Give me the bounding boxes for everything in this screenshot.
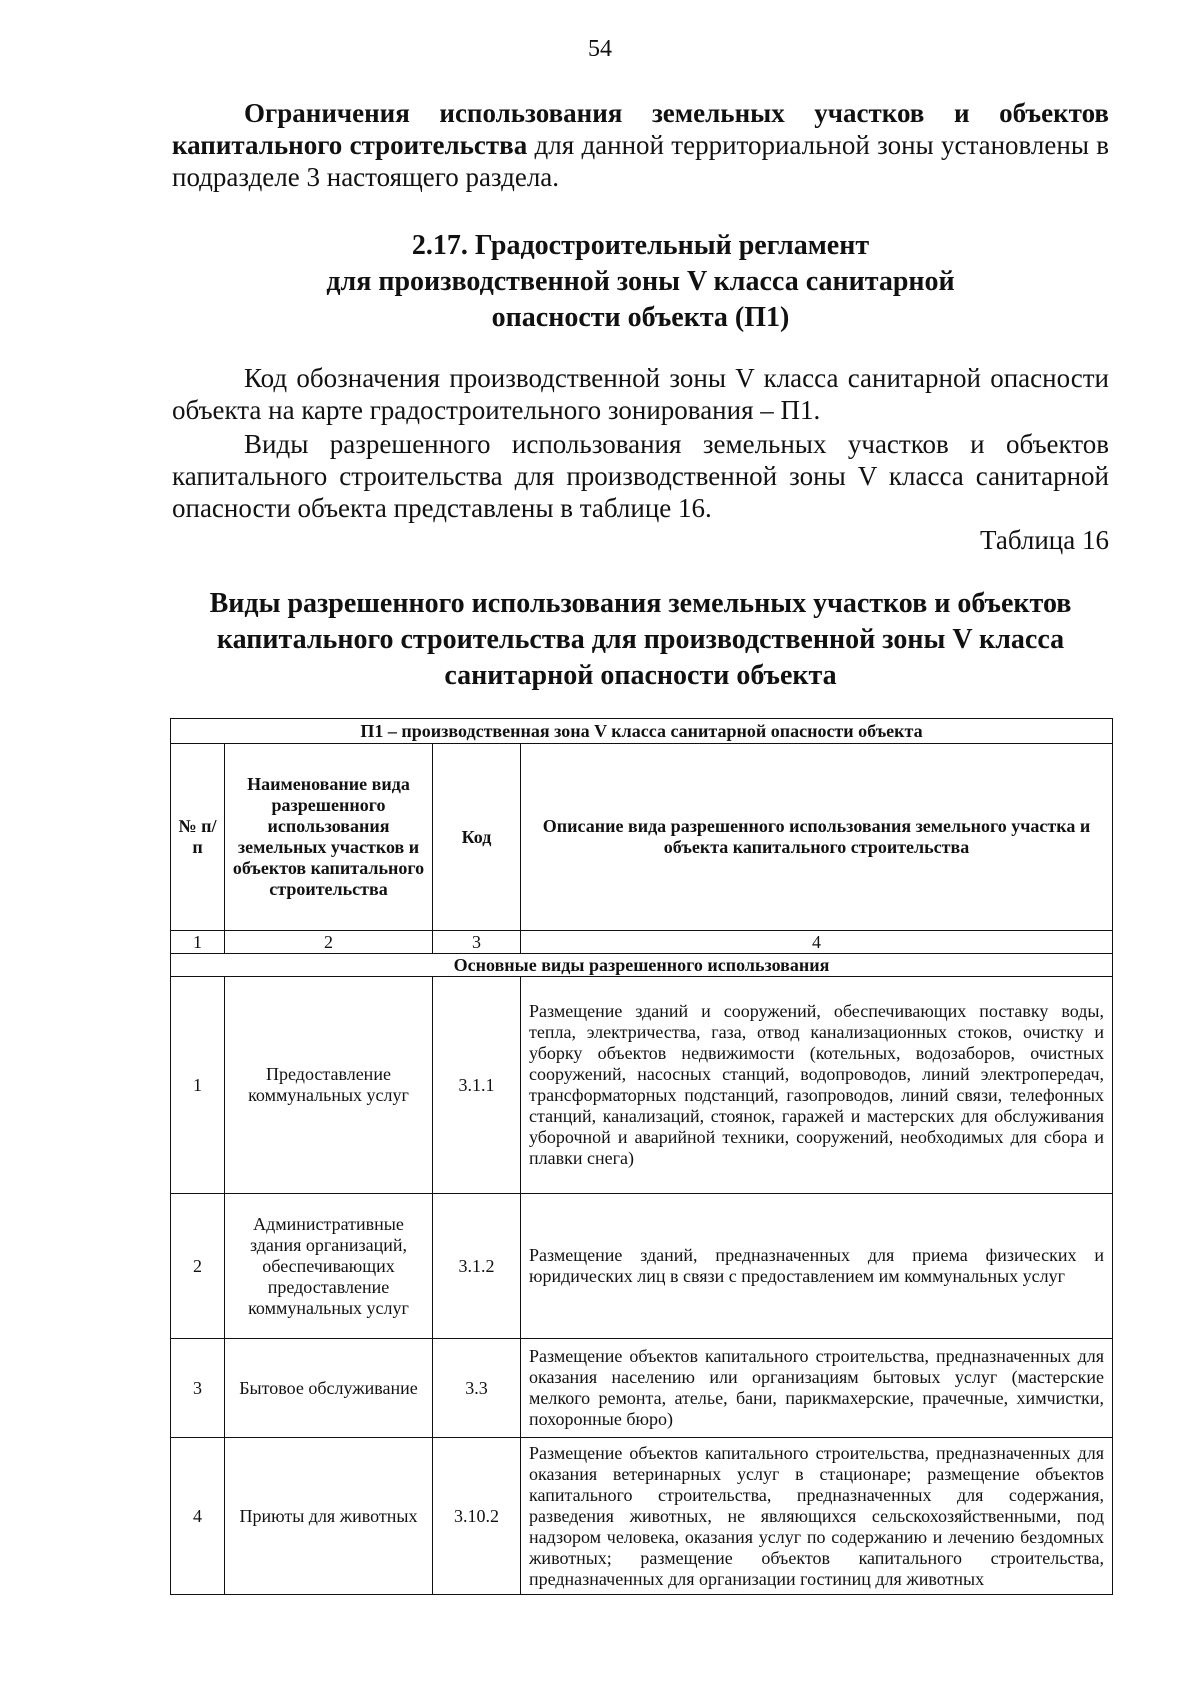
row-code: 3.10.2	[433, 1438, 521, 1595]
page-number: 54	[588, 36, 612, 62]
zone-code-paragraph: Код обозначения производственной зоны V класса санитарной опасности объекта на карте градостроительного зонирования – П1.	[172, 363, 1109, 425]
row-code: 3.1.1	[433, 977, 521, 1194]
restrictions-paragraph	[172, 97, 1109, 193]
zone-header-row	[171, 719, 1113, 744]
section-title	[172, 228, 1109, 336]
section-title-line-2: для производственной зоны V класса санитарной	[326, 266, 955, 297]
row-description: Размещение объектов капитального строительства, предназначенных для оказания населению или организациям бытовых услуг (мастерские мелкого ремонта, ателье, бани, парикмахерские, прачечные, химчистки, похоронные бюро)	[521, 1339, 1113, 1438]
row-description: Размещение зданий и сооружений, обеспечивающих поставку воды, тепла, электричества, газа, отвод канализационных стоков, очистку и уборку объектов недвижимости (котельных, водозаборов, очистных сооружений, насосных станций, водопроводов, линий электропередач, трансформаторных подстанций, газопроводов, линий связи, телефонных станций, канализаций, стоянок, гаражей и мастерских для обслуживания уборочной и аварийной техники, сооружений, необходимых для сбора и плавки снега)	[521, 977, 1113, 1194]
row-description: Размещение объектов капитального строительства, предназначенных для оказания ветеринарных услуг в стационаре; размещение объектов капитального строительства, предназначенных для содержания, разведения животных, не являющихся сельскохозяйственными, под надзором человека, оказания услуг по содержанию и лечению бездомных животных; размещение объектов капитального строительства, предназначенных для организации гостиниц для животных	[521, 1438, 1113, 1595]
row-name: Бытовое обслуживание	[225, 1339, 433, 1438]
section-title-line-1: 2.17. Градостроительный регламент	[411, 230, 870, 261]
row-name: Административные здания организаций, обеспечивающих предоставление коммунальных услуг	[225, 1194, 433, 1339]
row-num: 3	[171, 1339, 225, 1438]
column-number-row	[171, 931, 1113, 954]
header-num: № п/п	[171, 744, 225, 931]
table-row	[171, 1194, 1113, 1339]
row-num: 1	[171, 977, 225, 1194]
table-title-line-3: санитарной опасности объекта	[444, 660, 837, 691]
row-num: 4	[171, 1438, 225, 1595]
row-name: Приюты для животных	[225, 1438, 433, 1595]
usage-types-paragraph: Виды разрешенного использования земельных участков и объектов капитального строительства для производственной зоны V класса санитарной опасности объекта представлены в таблице 16.	[172, 429, 1109, 523]
row-code: 3.3	[433, 1339, 521, 1438]
group-header-cell: Основные виды разрешенного использования	[171, 954, 1113, 977]
row-description: Размещение зданий, предназначенных для приема физических и юридических лиц в связи с предоставлением им коммунальных услуг	[521, 1194, 1113, 1339]
table-label: Таблица 16	[980, 525, 1109, 555]
column-header-row	[171, 744, 1113, 931]
column-number-3: 3	[433, 931, 521, 954]
header-description: Описание вида разрешенного использования земельного участка и объекта капитального строительства	[521, 744, 1113, 931]
table-row	[171, 1339, 1113, 1438]
header-code: Код	[433, 744, 521, 931]
restrictions-bold-text: Ограничения использования земельных участков и объектов капитального строительства	[172, 98, 1109, 160]
table-row	[171, 1438, 1113, 1595]
row-name: Предоставление коммунальных услуг	[225, 977, 433, 1194]
column-number-2: 2	[225, 931, 433, 954]
header-name: Наименование вида разрешенного использования земельных участков и объектов капитального строительства	[225, 744, 433, 931]
column-number-1: 1	[171, 931, 225, 954]
row-code: 3.1.2	[433, 1194, 521, 1339]
restrictions-rest-text: для данной территориальной зоны установлены в подразделе 3 настоящего раздела.	[172, 130, 1109, 192]
usage-types-table	[170, 718, 1113, 1595]
row-num: 2	[171, 1194, 225, 1339]
section-title-line-3: опасности объекта (П1)	[491, 302, 790, 333]
table-title	[172, 586, 1109, 694]
column-number-4: 4	[521, 931, 1113, 954]
zone-header-cell: П1 – производственная зона V класса санитарной опасности объекта	[171, 719, 1113, 744]
table-title-line-2: капитального строительства для производственной зоны V класса	[216, 624, 1065, 655]
table-row	[171, 977, 1113, 1194]
table-title-line-1: Виды разрешенного использования земельных участков и объектов	[209, 588, 1072, 619]
group-header-row	[171, 954, 1113, 977]
